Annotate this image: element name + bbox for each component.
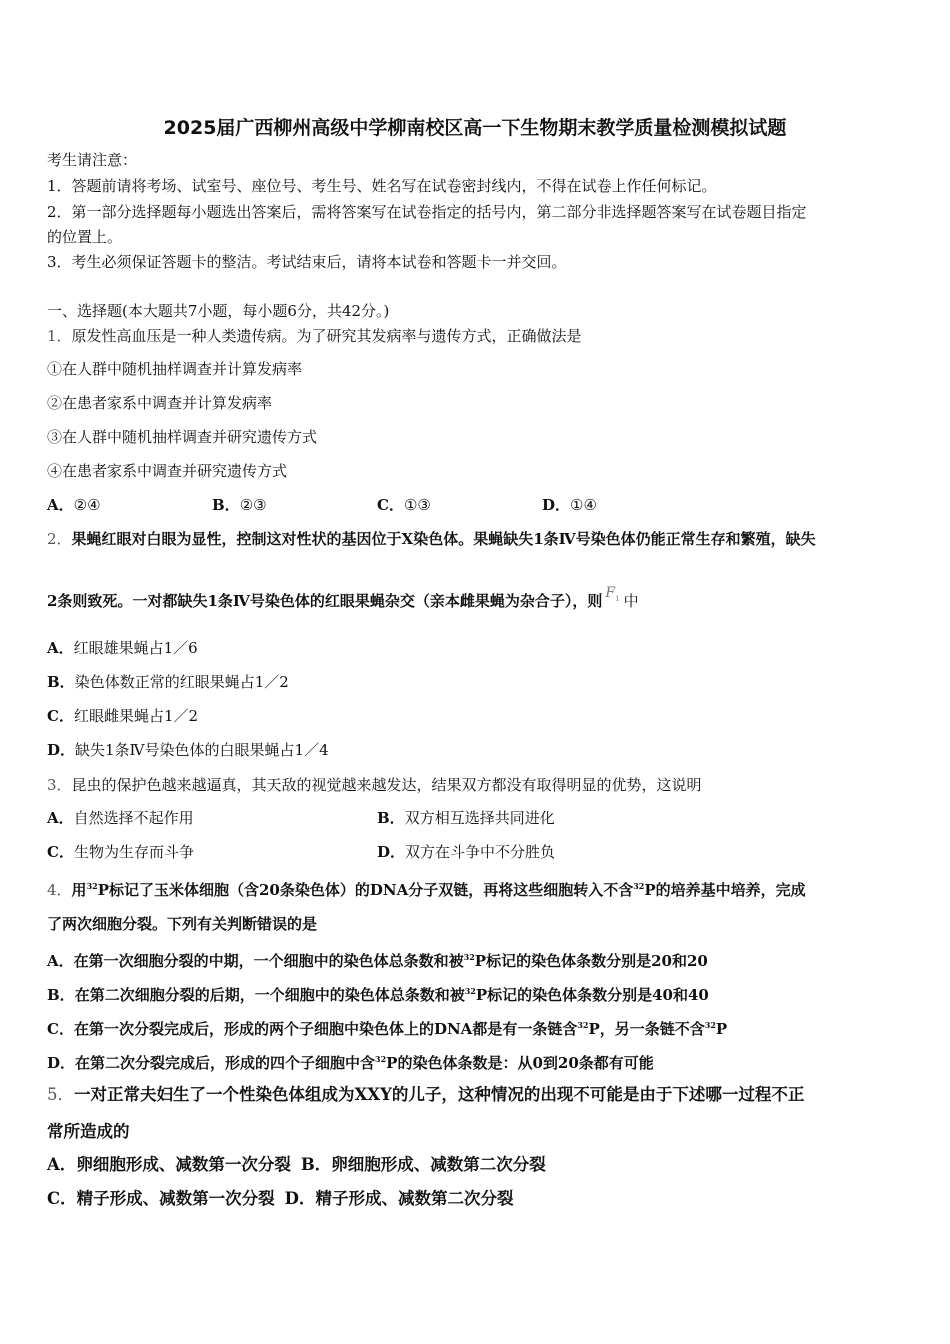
- option-b[interactable]: [47, 982, 709, 1004]
- option-label: C．: [47, 1189, 77, 1208]
- option-text: P标记的染色体条数分别是20和20: [474, 952, 708, 970]
- statement-2: ②在患者家系中调查并计算发病率: [47, 394, 273, 412]
- question-5: [47, 1086, 804, 1104]
- option-label: C．: [47, 707, 74, 725]
- isotope-superscript: 32: [704, 1020, 716, 1030]
- option-text: 精子形成、减数第二次分裂: [315, 1189, 514, 1208]
- option-label: B．: [377, 809, 405, 827]
- options-row-2: [47, 1190, 513, 1208]
- option-label: A．: [47, 952, 74, 970]
- section-heading: 一、选择题(本大题共7小题，每小题6分，共42分。): [47, 302, 390, 320]
- statement-1: ①在人群中随机抽样调查并计算发病率: [47, 360, 303, 378]
- page-title: 2025届广西柳州高级中学柳南校区高一下生物期末教学质量检测模拟试题: [163, 117, 787, 139]
- option-text: 在第二次分裂完成后，形成的四个子细胞中含: [75, 1054, 376, 1072]
- option-text: 卵细胞形成、减数第二次分裂: [331, 1155, 546, 1174]
- option-text: 红眼雌果蝇占1／2: [73, 707, 199, 725]
- question-5-line-2: 常所造成的: [47, 1122, 130, 1141]
- option-label: D．: [47, 1054, 76, 1072]
- option-a[interactable]: [47, 639, 198, 657]
- option-label: C．: [47, 843, 74, 861]
- question-number: 5．: [47, 1085, 74, 1104]
- question-2: [47, 530, 816, 548]
- option-text: P，另一条链不含: [588, 1020, 705, 1038]
- option-text: 自然选择不起作用: [73, 809, 194, 827]
- option-text: P的染色体条数是：从0到20条都有可能: [386, 1054, 654, 1072]
- question-4-line-2: 了两次细胞分裂。下列有关判断错误的是: [47, 915, 318, 933]
- option-label: D．: [377, 843, 406, 861]
- option-text: ①④: [570, 496, 597, 514]
- isotope-superscript: 32: [633, 881, 645, 891]
- option-b[interactable]: [47, 673, 289, 691]
- option-label: C．: [47, 1020, 74, 1038]
- question-stem: P的培养基中培养，完成: [644, 881, 806, 899]
- question-stem: 中: [623, 592, 639, 610]
- option-a[interactable]: [47, 948, 708, 970]
- option-label: D．: [542, 496, 571, 514]
- option-label: A．: [47, 496, 74, 514]
- option-text: ②③: [239, 496, 267, 514]
- statement-4: ④在患者家系中调查并研究遗传方式: [47, 462, 288, 480]
- question-4: [47, 877, 806, 899]
- notice-item: 1．答题前请将考场、试室号、座位号、考生号、姓名写在试卷密封线内，不得在试卷上作任何标记。: [47, 177, 717, 195]
- option-text: 在第二次细胞分裂的后期，一个细胞中的染色体总条数和被: [74, 986, 465, 1004]
- option-text: ②④: [73, 496, 101, 514]
- option-text: 双方在斗争中不分胜负: [405, 843, 556, 861]
- option-d[interactable]: [377, 843, 555, 861]
- option-c[interactable]: [47, 707, 198, 725]
- option-a[interactable]: [47, 1155, 291, 1174]
- option-text: 卵细胞形成、减数第一次分裂: [76, 1155, 291, 1174]
- f-subscript: 1: [615, 594, 620, 603]
- option-text: P标记的染色体条数分别是40和40: [475, 986, 709, 1004]
- option-text: 生物为生存而斗争: [73, 843, 194, 861]
- option-label: B．: [212, 496, 240, 514]
- option-label: A．: [47, 1155, 77, 1174]
- question-stem: 果蝇红眼对白眼为显性，控制这对性状的基因位于X染色体。果蝇缺失1条Ⅳ号染色体仍能正常生存和繁殖，缺失: [71, 530, 816, 548]
- option-label: C．: [377, 496, 404, 514]
- option-a[interactable]: [47, 809, 194, 827]
- f-letter: F: [605, 585, 616, 601]
- option-label: D．: [47, 741, 76, 759]
- option-c[interactable]: [47, 1016, 727, 1038]
- option-text: 在第一次分裂完成后，形成的两个子细胞中染色体上的DNA都是有一条链含: [73, 1020, 578, 1038]
- statement-3: ③在人群中随机抽样调查并研究遗传方式: [47, 428, 318, 446]
- option-text: ①③: [403, 496, 431, 514]
- option-d[interactable]: [285, 1189, 514, 1208]
- notice-heading: 考生请注意：: [47, 151, 138, 169]
- options-row-1: [47, 1156, 546, 1174]
- question-number: 3．: [47, 776, 72, 794]
- question-stem: 原发性高血压是一种人类遗传病。为了研究其发病率与遗传方式，正确做法是: [71, 327, 582, 345]
- isotope-superscript: 32: [577, 1020, 589, 1030]
- option-b[interactable]: [212, 496, 267, 514]
- isotope-superscript: 32: [86, 881, 98, 891]
- question-number: 2．: [47, 530, 72, 548]
- option-label: D．: [284, 1189, 316, 1208]
- option-d[interactable]: [542, 496, 597, 514]
- option-b[interactable]: [301, 1155, 546, 1174]
- option-c[interactable]: [377, 496, 431, 514]
- isotope-superscript: 32: [463, 952, 475, 962]
- notice-item: 的位置上。: [47, 228, 123, 246]
- notice-item: 2．第一部分选择题每小题选出答案后，需将答案写在试卷指定的括号内，第二部分非选择题答案写在试卷题目指定: [47, 203, 807, 221]
- option-text: 红眼雄果蝇占1／6: [73, 639, 198, 657]
- option-text: 双方相互选择共同进化: [404, 809, 555, 827]
- option-text: 精子形成、减数第一次分裂: [76, 1189, 275, 1208]
- option-label: B．: [47, 673, 75, 691]
- question-stem: 2条则致死。一对都缺失1条Ⅳ号染色体的红眼果蝇杂交（亲本雌果蝇为杂合子），则: [47, 592, 603, 610]
- option-d[interactable]: [47, 741, 329, 759]
- option-text: 染色体数正常的红眼果蝇占1／2: [74, 673, 289, 691]
- option-text: 缺失1条Ⅳ号染色体的白眼果蝇占1／4: [75, 741, 329, 759]
- question-3: [47, 776, 702, 794]
- option-d[interactable]: [47, 1050, 654, 1072]
- question-stem: P标记了玉米体细胞（含20条染色体）的DNA分子双链，再将这些细胞转入不含: [97, 881, 634, 899]
- option-text: 在第一次细胞分裂的中期，一个细胞中的染色体总条数和被: [73, 952, 464, 970]
- question-stem: 昆虫的保护色越来越逼真，其天敌的视觉越来越发达，结果双方都没有取得明显的优势，这说明: [71, 776, 702, 794]
- question-number: 4．: [47, 881, 72, 899]
- question-stem: 用: [71, 881, 87, 899]
- option-c[interactable]: [47, 1189, 275, 1208]
- notice-item: 3．考生必须保证答题卡的整洁。考试结束后，请将本试卷和答题卡一并交回。: [47, 253, 567, 271]
- f1-symbol: [605, 585, 619, 601]
- option-text: P: [715, 1020, 728, 1038]
- option-label: B．: [300, 1155, 332, 1174]
- isotope-superscript: 32: [464, 986, 476, 996]
- option-b[interactable]: [377, 809, 555, 827]
- option-label: A．: [47, 809, 74, 827]
- question-number: 1．: [47, 327, 72, 345]
- question-2-line-2: [47, 585, 639, 617]
- isotope-superscript: 32: [375, 1054, 387, 1064]
- question-1: [47, 327, 582, 345]
- option-a[interactable]: [47, 496, 101, 514]
- option-label: A．: [47, 639, 74, 657]
- option-label: B．: [47, 986, 75, 1004]
- question-stem: 一对正常夫妇生了一个性染色体组成为XXY的儿子，这种情况的出现不可能是由于下述哪一过程不正: [74, 1085, 805, 1104]
- option-c[interactable]: [47, 843, 194, 861]
